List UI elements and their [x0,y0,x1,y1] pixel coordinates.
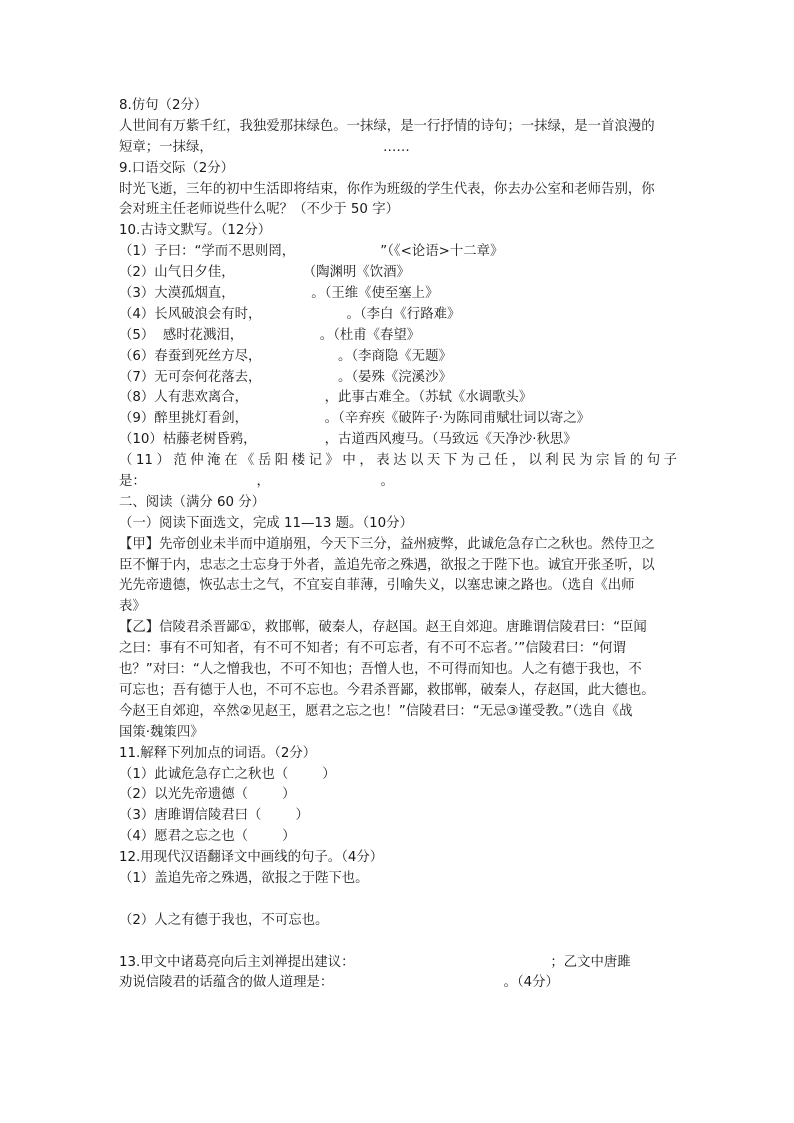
q9-title: 9.口语交际（2分） [119,160,235,176]
passage-jia-line-2: 臣不懈于内，忠志之士忘身于外者，盖追先帝之殊遇，欲报之于陛下也。诚宜开张圣听，以 [119,557,655,573]
q11-item-1: （1）此诚危急存亡之秋也（ ） [119,766,336,782]
q9-line-2: 会对班主任老师说些什么呢？（不少于 50 字） [119,202,399,218]
passage-yi-line-4: 可忘也；吾有德于人也，不可不忘也。今君杀晋鄙，救邯郸，破秦人，存赵国，此大德也。 [119,682,655,698]
passage-yi-line-6: 国策·魏策四》 [119,724,204,740]
q10-item-8: （8）人有悲欢离合， ，此事古难全。（苏轼《水调歌头》 [119,390,533,406]
q11-item-3: （3）唐雎谓信陵君曰（ ） [119,808,309,824]
q10-item-10: （10）枯藤老树昏鸦， ，古道西风瘦马。（马致远《天净沙·秋思》 [119,432,577,448]
q10-item-5: （5） 感时花溅泪， 。（杜甫《春望》 [119,327,421,343]
section-title: 二、阅读（满分 60 分） [119,494,266,510]
passage-yi-line-5: 今赵王自郊迎，卒然②见赵王，愿君之忘之也！”信陵君曰：“无忌③谨受教。”（选自《战 [119,703,633,719]
passage-yi-line-2: 之曰：事有不可知者，有不可不知者；有不可忘者，有不可不忘者。’”信陵君曰：“何谓 [119,641,626,657]
q10-item-7: （7）无可奈何花落去， 。（晏殊《浣溪沙》 [119,369,452,385]
q11-title: 11.解释下列加点的词语。（2分） [119,745,317,761]
q12-item-2: （2）人之有德于我也，不可忘也。 [119,912,329,928]
q10-item-11-line-2: 是： ， 。 [119,474,394,490]
answer-space [119,932,677,953]
passage-jia-line-1: 【甲】先帝创业未半而中道崩殂，今天下三分，益州疲弊，此诚危急存亡之秋也。然侍卫之 [119,536,655,552]
q10-item-6: （6）春蚕到死丝方尽， 。（李商隐《无题》 [119,348,452,364]
section-subtitle: （一）阅读下面选文，完成 11—13 题。（10分） [119,515,413,531]
q11-item-2: （2）以光先帝遗德（ ） [119,787,296,803]
q13-line-1: 13.甲文中诸葛亮向后主刘禅提出建议： ；乙文中唐雎 [119,954,631,970]
q9-line-1: 时光飞逝，三年的初中生活即将结束，你作为班级的学生代表，你去办公室和老师告别，你 [119,181,655,197]
passage-yi-line-3: 也？”对曰：“人之憎我也，不可不知也；吾憎人也，不可得而知也。人之有德于我也，不 [119,662,642,678]
q8-line-2: 短章；一抹绿， …… [119,139,410,155]
passage-yi-line-1: 【乙】信陵君杀晋鄙①，救邯郸，破秦人，存赵国。赵王自郊迎。唐雎谓信陵君曰：“臣闻 [119,620,647,636]
q10-title: 10.古诗文默写。（12分） [119,223,272,239]
exam-page [119,96,677,994]
passage-jia-line-4: 表》 [119,599,146,615]
passage-jia-line-3: 光先帝遗德，恢弘志士之气，不宜妄自菲薄，引喻失义，以塞忠谏之路也。（选自《出师 [119,578,635,594]
q10-item-11-line-1: （11）范仲淹在《岳阳楼记》中，表达以天下为己任，以利民为宗旨的句子 [119,453,677,469]
q10-item-9: （9）醉里挑灯看剑， 。（辛弃疾《破阵子·为陈同甫赋壮词以寄之》 [119,411,591,427]
q10-item-3: （3）大漠孤烟直， 。（王维《使至塞上》 [119,286,439,302]
q12-title: 12.用现代汉语翻译文中画线的句子。（4分） [119,850,384,866]
q11-item-4: （4）愿君之忘之也（ ） [119,829,296,845]
answer-space [119,890,677,911]
q8-line-1: 人世间有万紫千红，我独爱那抹绿色。一抹绿，是一行抒情的诗句；一抹绿，是一首浪漫的 [119,118,655,134]
q10-item-4: （4）长风破浪会有时， 。（李白《行路难》 [119,306,461,322]
q10-item-2: （2）山气日夕佳， （陶渊明《饮酒》 [119,265,410,281]
q13-line-2: 劝说信陵君的话蕴含的做人道理是： 。（4分） [119,975,559,991]
q10-item-1: （1）子曰：“学而不思则罔， ”（《<论语>十二章》 [119,244,504,260]
q12-item-1: （1）盖追先帝之殊遇，欲报之于陛下也。 [119,870,369,886]
q8-title: 8.仿句（2分） [119,98,208,113]
